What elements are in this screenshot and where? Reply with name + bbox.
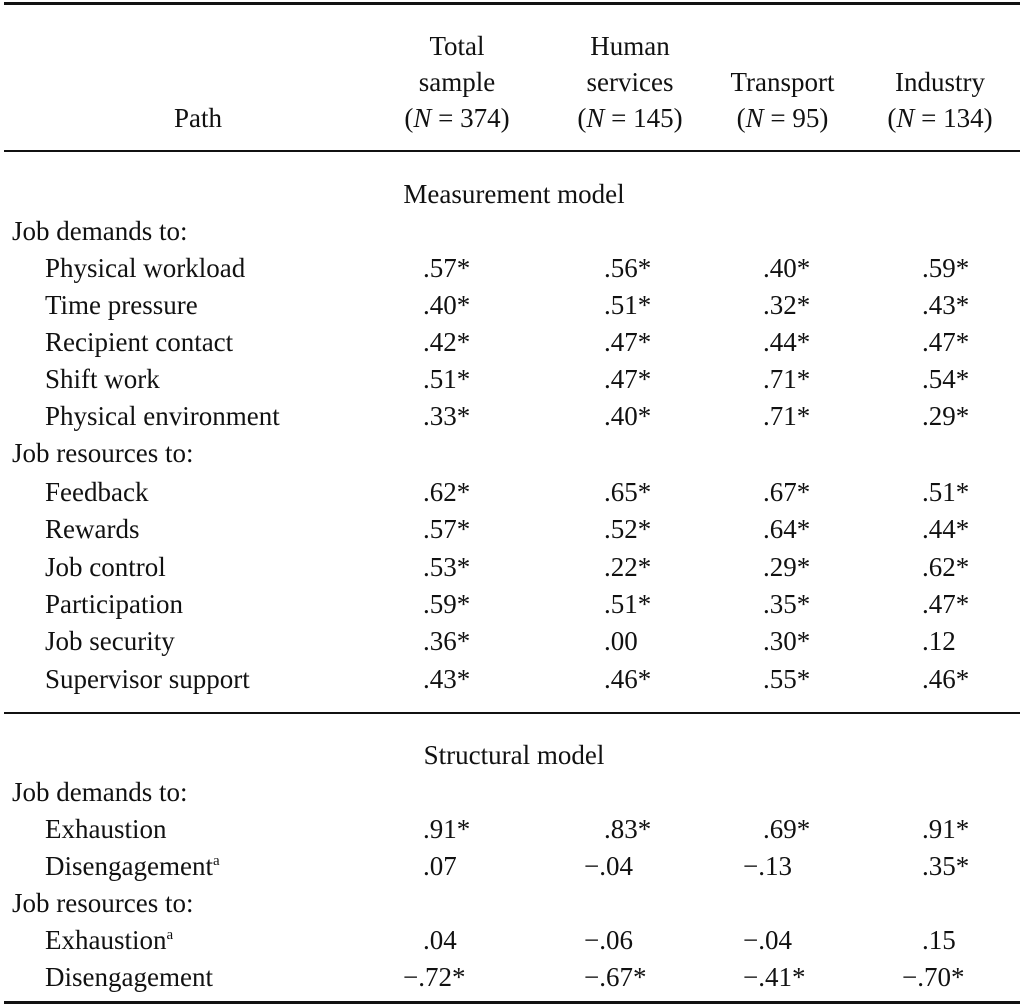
cell-total: .07 [423, 851, 457, 881]
cell-industry: .12 [922, 626, 956, 656]
group-label: Job resources to: [12, 888, 194, 918]
cell-industry: .29* [922, 401, 970, 431]
table-row [0, 398, 1022, 435]
header-line1: Human [590, 31, 670, 61]
table-row [0, 511, 1022, 548]
cell-human-services: −.04 [584, 851, 633, 881]
row-label: Shift work [45, 364, 160, 394]
table-row [0, 361, 1022, 398]
header-n: (N = 134) [887, 103, 993, 133]
cell-transport: .71* [763, 401, 811, 431]
cell-human-services: −.67* [584, 962, 647, 992]
group-label: Job demands to: [12, 216, 188, 246]
header-line2: sample [418, 67, 496, 97]
group-label: Job demands to: [12, 777, 188, 807]
cell-transport: −.04 [743, 925, 792, 955]
table-row [0, 811, 1022, 848]
cell-industry: .91* [922, 814, 970, 844]
header-transport [705, 28, 860, 136]
group-row-job-demands [0, 774, 1022, 811]
header-total-sample [362, 28, 552, 136]
header-line2: services [586, 67, 674, 97]
cell-total: .59* [423, 589, 471, 619]
cell-industry: .47* [922, 589, 970, 619]
table-row [0, 250, 1022, 287]
cell-transport: −.41* [743, 962, 806, 992]
header-n: (N = 374) [404, 103, 510, 133]
row-label: Rewards [45, 514, 140, 544]
cell-total: −.72* [403, 962, 466, 992]
header-n: (N = 95) [736, 103, 829, 133]
cell-transport: .69* [763, 814, 811, 844]
row-label: Exhaustion [45, 814, 167, 844]
row-label: Job control [45, 552, 166, 582]
row-label: Recipient contact [45, 327, 234, 357]
cell-human-services: .65* [604, 477, 652, 507]
cell-human-services: −.06 [584, 925, 633, 955]
table-row [0, 474, 1022, 511]
cell-industry: −.70* [902, 962, 965, 992]
cell-transport: .64* [763, 514, 811, 544]
cell-human-services: .47* [604, 327, 652, 357]
cell-total: .51* [423, 364, 471, 394]
row-label: Participation [45, 589, 183, 619]
row-label: Feedback [45, 477, 149, 507]
cell-human-services: .46* [604, 664, 652, 694]
table-row [0, 661, 1022, 698]
cell-transport: .44* [763, 327, 811, 357]
cell-transport: .71* [763, 364, 811, 394]
cell-transport: .32* [763, 290, 811, 320]
section-title-structural: Structural model [423, 740, 605, 770]
header-line1: Total [429, 31, 485, 61]
header-path [118, 100, 278, 136]
cell-transport: .67* [763, 477, 811, 507]
row-label: Disengagement [45, 962, 213, 992]
cell-industry: .35* [922, 851, 970, 881]
table-row [0, 287, 1022, 324]
table-row [0, 549, 1022, 586]
cell-transport: .40* [763, 253, 811, 283]
cell-human-services: .47* [604, 364, 652, 394]
cell-human-services: .56* [604, 253, 652, 283]
cell-industry: .47* [922, 327, 970, 357]
cell-industry: .62* [922, 552, 970, 582]
cell-industry: .43* [922, 290, 970, 320]
cell-human-services: .52* [604, 514, 652, 544]
section-rule [4, 712, 1020, 714]
cell-transport: .30* [763, 626, 811, 656]
table-row [0, 623, 1022, 660]
cell-human-services: .40* [604, 401, 652, 431]
group-label: Job resources to: [12, 438, 194, 468]
bottom-rule [4, 1001, 1020, 1004]
header-line2: Transport [730, 67, 835, 97]
table-row [0, 922, 1022, 959]
cell-total: .57* [423, 253, 471, 283]
cell-human-services: .51* [604, 290, 652, 320]
table-row [0, 324, 1022, 361]
header-line2: Industry [895, 67, 985, 97]
row-label: Job security [45, 626, 175, 656]
header-industry [855, 28, 1022, 136]
cell-total: .57* [423, 514, 471, 544]
row-label: Exhaustion$^a$ [45, 925, 174, 955]
cell-total: .62* [423, 477, 471, 507]
row-label: Time pressure [45, 290, 198, 320]
cell-industry: .51* [922, 477, 970, 507]
header-line1 [855, 28, 1022, 64]
header-n: (N = 145) [577, 103, 683, 133]
cell-human-services: .22* [604, 552, 652, 582]
table-row [0, 848, 1022, 885]
cell-industry: .54* [922, 364, 970, 394]
cell-total: .04 [423, 925, 457, 955]
cell-transport: .35* [763, 589, 811, 619]
group-row-job-demands [0, 213, 1022, 250]
cell-industry: .44* [922, 514, 970, 544]
cell-human-services: .00 [604, 626, 638, 656]
cell-industry: .15 [922, 925, 956, 955]
cell-total: .36* [423, 626, 471, 656]
cell-transport: .29* [763, 552, 811, 582]
section-title-measurement: Measurement model [403, 179, 625, 209]
cell-total: .43* [423, 664, 471, 694]
group-row-job-resources [0, 885, 1022, 922]
cell-total: .53* [423, 552, 471, 582]
table-row [0, 959, 1022, 996]
table-row [0, 586, 1022, 623]
header-path-label: Path [173, 103, 222, 133]
row-label: Physical environment [45, 401, 280, 431]
cell-human-services: .51* [604, 589, 652, 619]
header-line1 [705, 28, 860, 64]
cell-human-services: .83* [604, 814, 652, 844]
cell-transport: .55* [763, 664, 811, 694]
cell-total: .40* [423, 290, 471, 320]
cell-industry: .46* [922, 664, 970, 694]
row-label: Supervisor support [45, 664, 250, 694]
cell-industry: .59* [922, 253, 970, 283]
cell-total: .33* [423, 401, 471, 431]
header-rule [4, 150, 1020, 152]
top-rule [4, 2, 1020, 5]
row-label: Disengagement$^a$ [45, 851, 220, 881]
cell-total: .42* [423, 327, 471, 357]
row-label: Physical workload [45, 253, 246, 283]
group-row-job-resources [0, 435, 1022, 472]
header-human-services [535, 28, 725, 136]
cell-total: .91* [423, 814, 471, 844]
cell-transport: −.13 [743, 851, 792, 881]
